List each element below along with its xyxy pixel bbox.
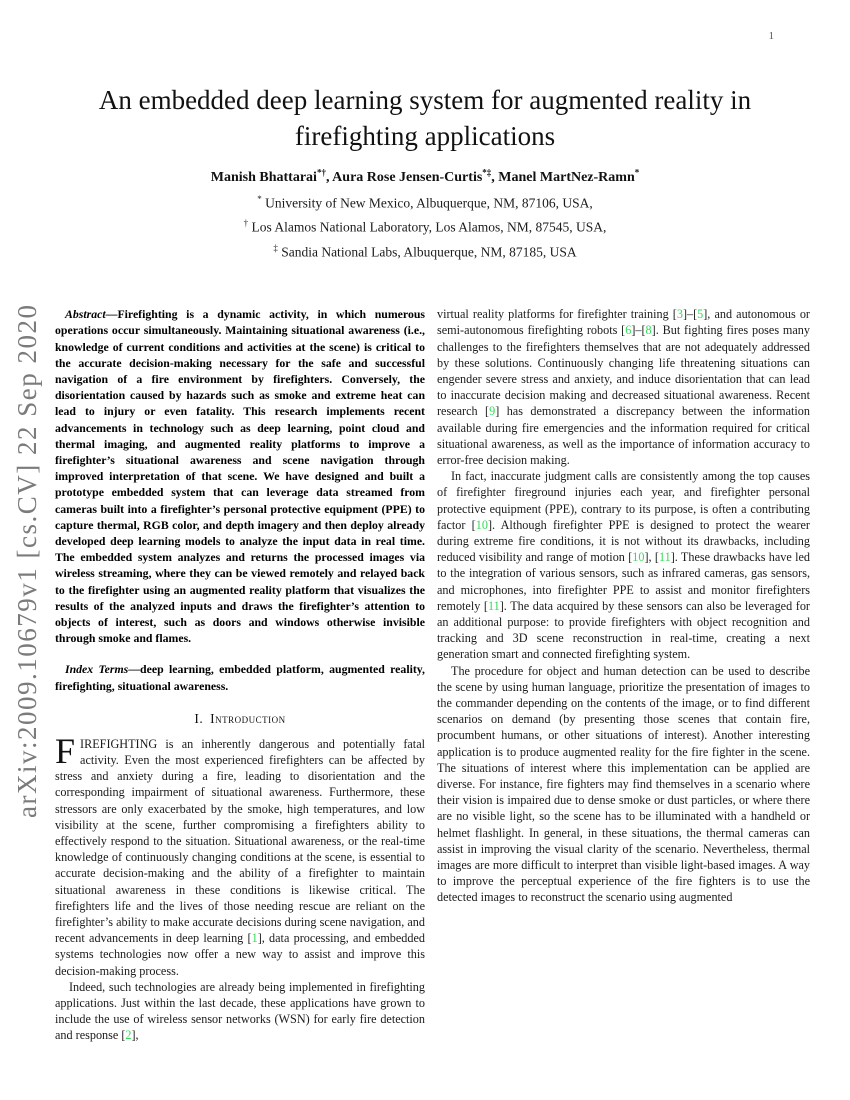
body-paragraph-continuation: virtual reality platforms for firefighter training [3]–[5], and autonomous or semi-autonomous firefighting robots [6]–[8]. But fighting fires poses many challenges to the firefighters themselves that are not adequately addressed by these solutions. Continuously changing life threatening situations can engender severe stress and anxiety, and induce disorientation that can lead to inaccurate decision making and decreased situational awareness. Recent research [9] has demonstrated a discrepancy between the information available during fire emergencies and the information required for critical situational awareness, as well as the importance of information accuracy to error-free decision making.: [437, 307, 810, 467]
affiliation-text: University of New Mexico, Albuquerque, NM, 87106, USA,: [261, 195, 593, 211]
body-paragraph-3: The procedure for object and human detection can be used to describe the scene by using human language, prioritize the presentation of images to the commander depending on the contents of the image, or to find different scenarios on demand (by presenting those scenes that contain fire, procumbent humans, or other situations of interest). Another interesting application is to produce augmented reality for the fire fighter in the scene. The situations of interest where this implementation can be applied are diverse. For instance, fire fighters may find themselves in a scenario where their vision is impaired due to dense smoke or dust particles, or where there are no visible light, so the scene has to be illuminated with a handheld or helmet flashlight. In general, in these situations, the thermal cameras can assist in improving the visual clarity of the scenario. Nevertheless, thermal images are more difficult to interpret than visible light-based images. A way to improve the perceptual experience of the fire fighters is to use the detected images to reconstruct the scenario using augmented: [437, 663, 810, 905]
drop-cap: F: [55, 730, 76, 771]
abstract-label: Abstract: [65, 307, 106, 322]
citation-link[interactable]: 10: [475, 517, 488, 532]
paper-header: [0, 0, 850, 262]
citation-link[interactable]: 5: [697, 307, 704, 322]
index-terms-label: Index Terms: [65, 662, 129, 677]
citation-link[interactable]: 2: [125, 1028, 132, 1043]
citation-link[interactable]: 11: [658, 550, 671, 565]
body-paragraph-2: In fact, inaccurate judgment calls are consistently among the top causes of firefighter fireground injuries each year, and firefighter personal protective equipment (PPE), contrary to its purpose, is often a contributing factor [10]. Although firefighter PPE is designed to protect the wearer during extreme fire conditions, it is not without its drawbacks, including reduced visibility and range of motion [10], [11]. These drawbacks have led to the integration of various sensors, such as infrared cameras, gas sensors, and microphones, into firefighter PPE to assist and monitor firefighters remotely [11]. The data acquired by these sensors can also be leveraged for an additional purpose: to provide firefighters with object recognition and tracking and 3D scene reconstruction in real-time, creating a next generation smart and connected firefighting system.: [437, 469, 810, 662]
intro-paragraph-1: FIREFIGHTING is an inherently dangerous and potentially fatal activity. Even the most experienced firefighters can be affected by stress and anxiety during a fire, leading to disorientation and the corresponding impairment of situational awareness. Furthermore, these stressors are only exacerbated by the smoke, high temperatures, and low visibility at the scene, further compromising a firefighters ability to effectively respond to the situation. Situational awareness, or the real-time knowledge of continuously changing conditions at the scene, is essential to accurate decision-making and the ability of a firefighter to maintain situational awareness in these conditions is likewise critical. The firefighters life and the lives of those needing rescue are reliant on the firefighter’s ability to make accurate decisions during scene navigation, and recent advancements in deep learning [1], data processing, and embedded systems technologies now offer a new way to assist and improve this decision-making process.: [55, 730, 425, 978]
page-number: 1: [768, 30, 774, 42]
author: [498, 167, 640, 185]
affiliation-line: [0, 189, 850, 214]
author-marks: *: [634, 167, 640, 177]
affiliation-mark: ‡: [273, 242, 278, 253]
intro-paragraph-2: Indeed, such technologies are already being implemented in firefighting applications. Just within the last decade, these applications have grown to include the use of wireless sensor networks (WSN) for early fire detection and response [2],: [55, 979, 425, 1043]
author-name: Aura Rose Jensen-Curtis: [332, 169, 483, 185]
author-separator: ,: [491, 169, 499, 185]
author-marks: *‡: [482, 167, 492, 177]
author-name: Manel MartNez-Ramn: [498, 169, 635, 185]
affiliation-line: [0, 213, 850, 238]
affiliation-text: Sandia National Labs, Albuquerque, NM, 87185, USA: [277, 244, 577, 260]
author: [210, 167, 333, 185]
citation-link[interactable]: 6: [625, 323, 632, 338]
affiliation-mark: *: [257, 193, 262, 204]
arxiv-watermark: arXiv:2009.10679v1 [cs.CV] 22 Sep 2020: [12, 303, 42, 818]
abstract: [55, 306, 425, 646]
author-name: Manish Bhattarai: [210, 169, 317, 185]
body-columns: [55, 306, 810, 1044]
author-marks: *†: [316, 167, 326, 177]
abstract-text: —Firefighting is a dynamic activity, in which numerous operations occur simultaneously. Maintaining situational awareness (i.e., knowledge of current conditions and activities at the scene) is critical to the accurate decision-making necessary for the safe and successful navigation of a fire environment by firefighters. Conversely, the disorientation caused by hazards such as smoke and extreme heat can lead to injury or even fatality. This research implements recent advancements in technology such as deep learning, point cloud and thermal imaging, and augmented reality platforms to improve a firefighter’s situational awareness and scene navigation through improved interpretation of that scene. We have designed and built a prototype embedded system that can leverage data streamed from cameras built into a firefighter’s personal protective equipment (PPE) to capture thermal, RGB color, and depth imagery and then deploy already developed deep learning models to analyze the input data in real time. The embedded system analyzes and returns the processed images via wireless streaming, where they can be viewed remotely and relayed back to the firefighter using an augmented reality platform that visualizes the results of the analyzed inputs and draws the firefighter’s attention to objects of interest, such as doors and windows otherwise invisible through smoke and flames.: [55, 307, 425, 646]
citation-link[interactable]: 10: [632, 550, 645, 565]
citation-link[interactable]: 9: [489, 404, 496, 419]
paper-title: An embedded deep learning system for augmented reality in firefighting applications: [98, 85, 752, 151]
affiliation-line: [0, 238, 850, 263]
affiliation-mark: †: [243, 218, 249, 229]
citation-link[interactable]: 8: [645, 323, 652, 338]
right-column: [437, 306, 810, 1044]
index-terms-text: —deep learning, embedded platform, augmented reality, firefighting, situational awareness.: [55, 662, 425, 693]
author: [332, 167, 499, 185]
affiliations: [0, 189, 850, 263]
citation-link[interactable]: 11: [487, 598, 500, 613]
author-line: [0, 167, 850, 186]
index-terms: [55, 661, 425, 693]
section-heading-introduction: I. Introduction: [194, 710, 286, 726]
author-separator: ,: [325, 169, 333, 185]
left-column: [55, 306, 425, 1044]
affiliation-text: Los Alamos National Laboratory, Los Alamos, NM, 87545, USA,: [248, 219, 607, 235]
citation-link[interactable]: 1: [251, 931, 258, 946]
citation-link[interactable]: 3: [676, 307, 683, 322]
